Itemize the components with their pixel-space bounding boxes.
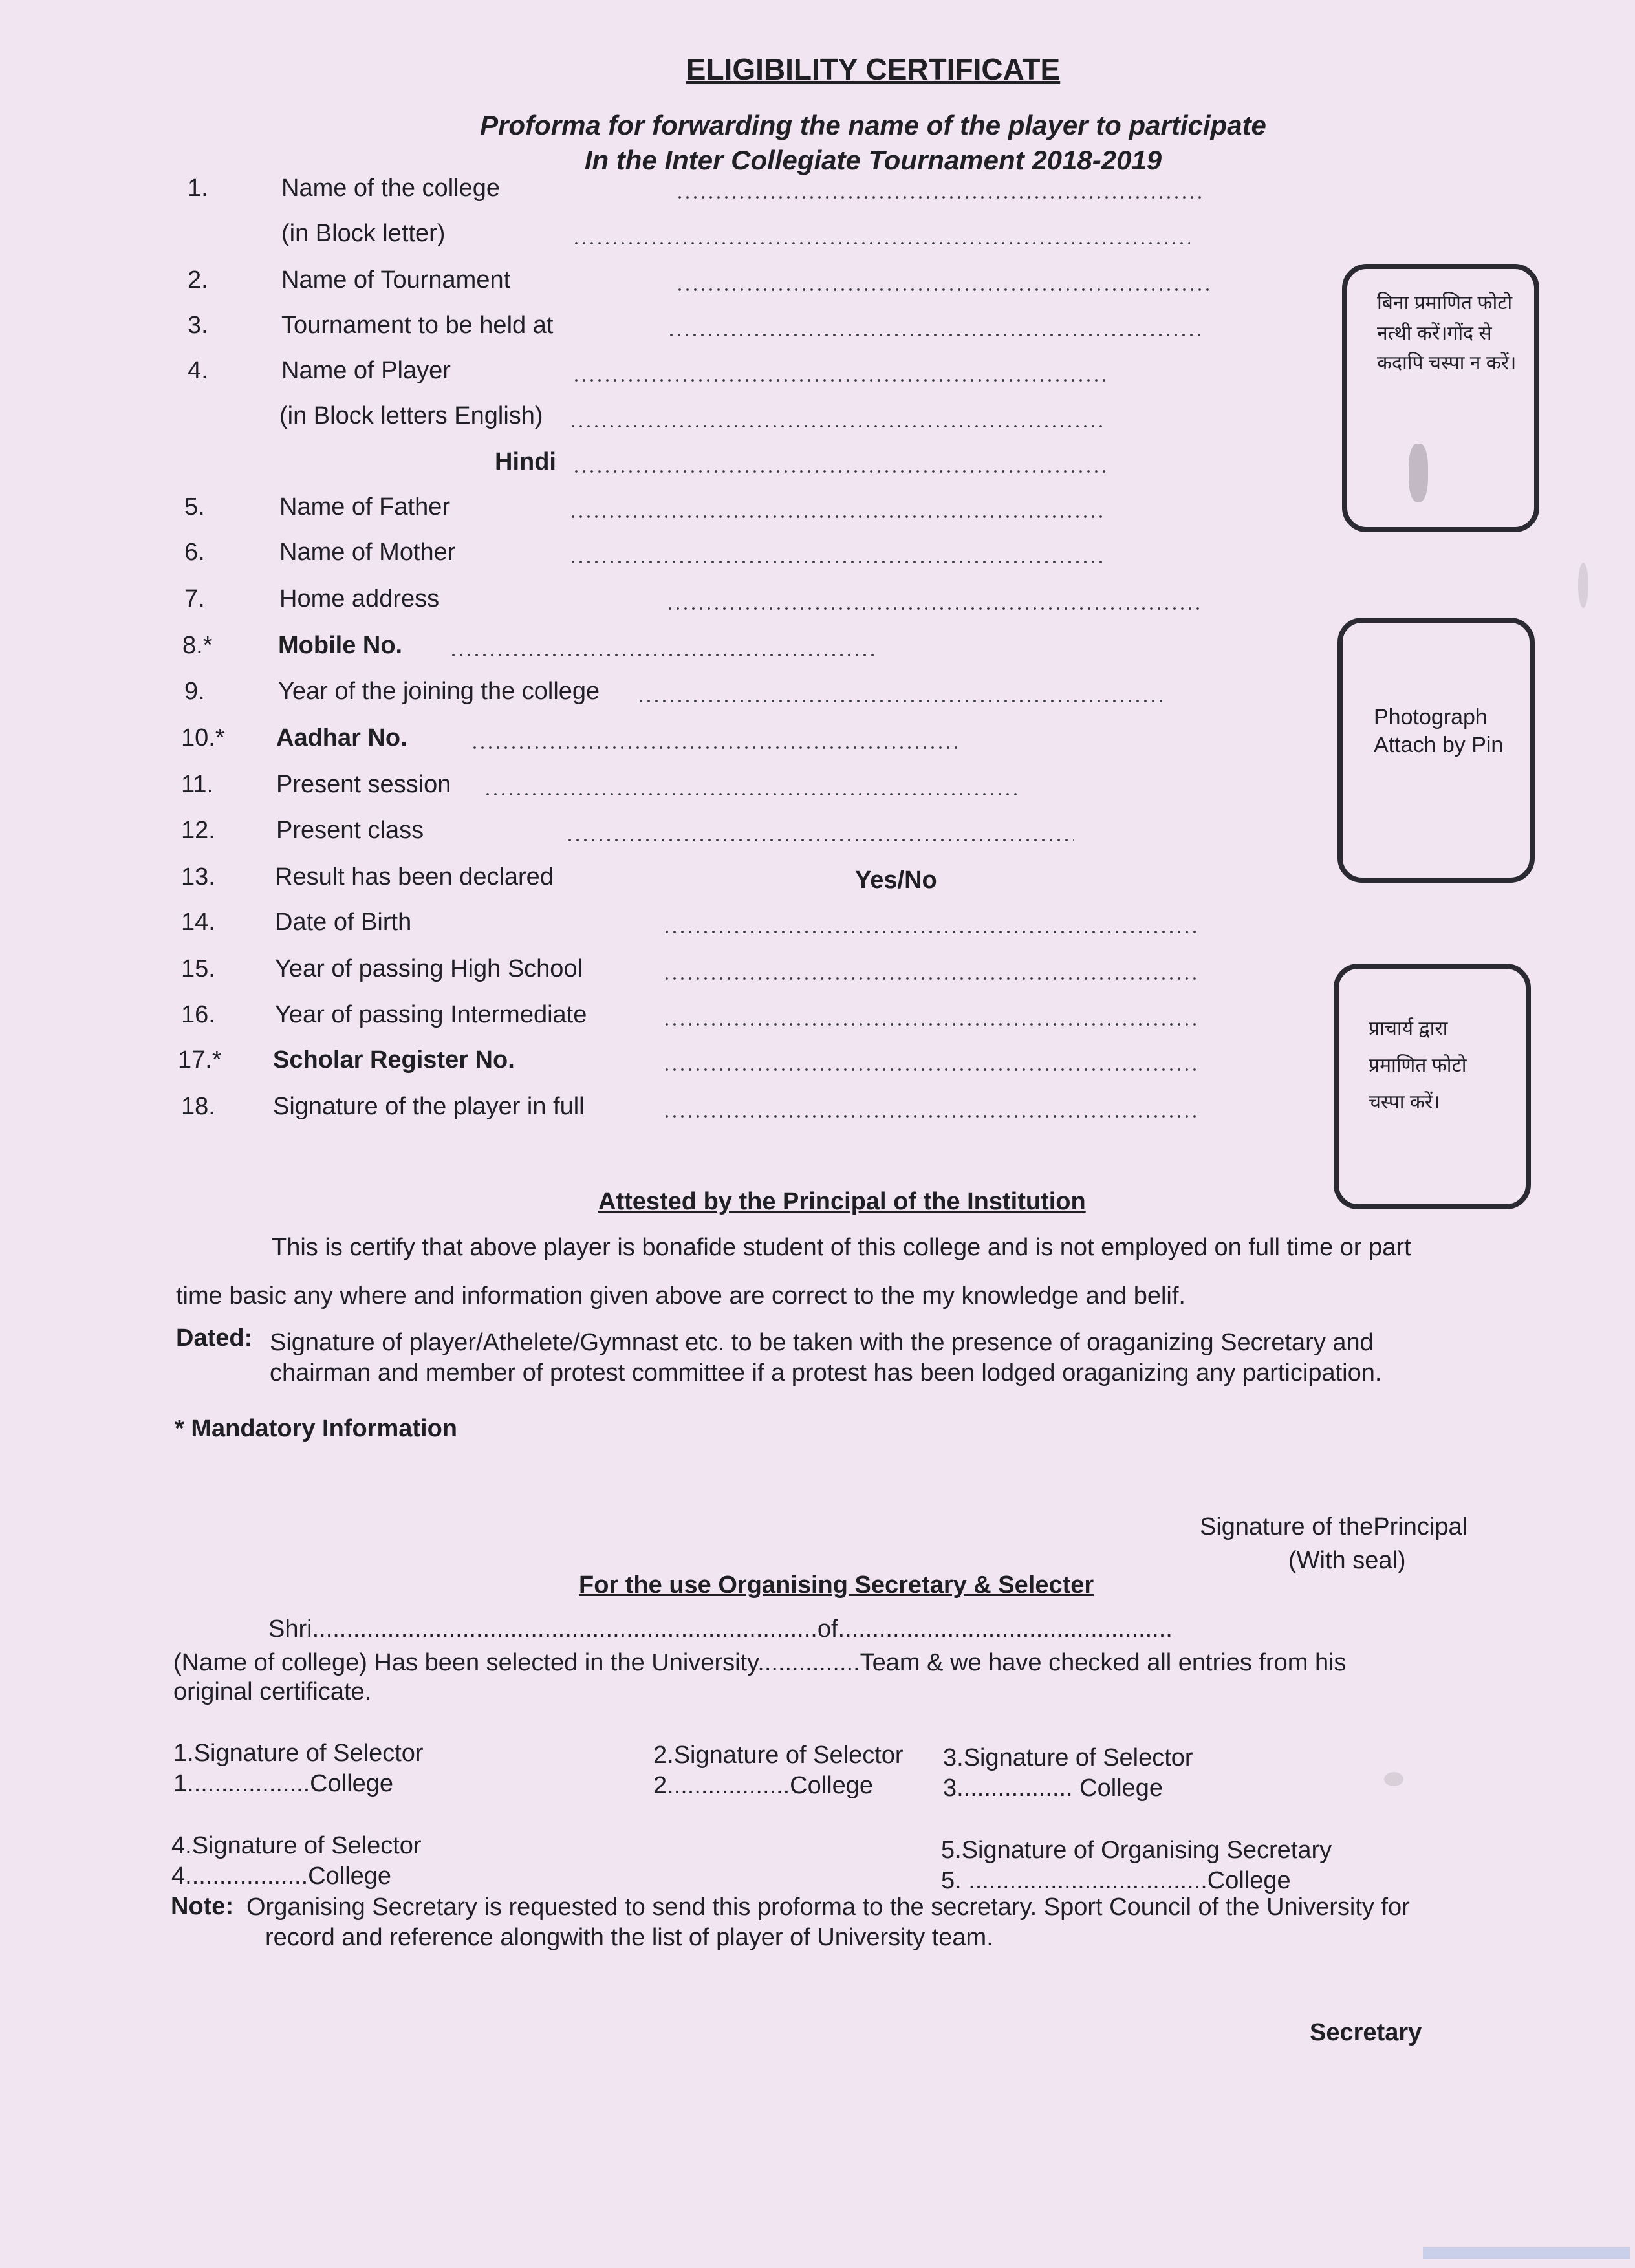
- field-label: (in Block letters English): [279, 402, 543, 429]
- attestation-heading: Attested by the Principal of the Institution: [598, 1188, 1086, 1215]
- selector-2-label: 2.Signature of Selector: [653, 1742, 904, 1769]
- field-label: Name of Mother: [279, 539, 456, 566]
- field-label: Tournament to be held at: [281, 312, 554, 339]
- field-label: Present class: [276, 817, 424, 844]
- fill-line[interactable]: [569, 515, 1106, 519]
- college-line: (Name of college) Has been selected in the University...............Team & we have checked all entries from his: [173, 1649, 1347, 1676]
- fill-line[interactable]: [676, 195, 1203, 199]
- attestation-text: This is certify that above player is bonafide student of this college and is not employed on full time or part: [272, 1234, 1411, 1261]
- dated-text: chairman and member of protest committee if a protest has been lodged oraganizing any participation.: [270, 1359, 1382, 1387]
- selector-4-label: 4.Signature of Selector: [171, 1832, 422, 1859]
- fill-line[interactable]: [663, 1022, 1196, 1026]
- fill-line[interactable]: [663, 1068, 1196, 1072]
- photo-box-pin[interactable]: [1337, 618, 1535, 883]
- fill-line[interactable]: [484, 792, 1017, 796]
- scan-edge-mark: [1423, 2247, 1630, 2259]
- field-label: Name of Father: [279, 493, 450, 521]
- field-label: Name of Tournament: [281, 266, 511, 294]
- fill-line[interactable]: [566, 838, 1074, 842]
- field-label: Signature of the player in full: [273, 1093, 585, 1120]
- field-number: 3.: [188, 312, 208, 339]
- field-label: Name of the college: [281, 175, 500, 202]
- field-number: 13.: [181, 863, 215, 891]
- subtitle-line-2: In the Inter Collegiate Tournament 2018-2019: [584, 145, 1162, 175]
- field-label: Mobile No.: [278, 632, 403, 659]
- field-label: Name of Player: [281, 357, 451, 384]
- fill-line[interactable]: [663, 1114, 1196, 1118]
- field-number: 16.: [181, 1001, 215, 1028]
- photo-box-instruction: बिना प्रमाणित फोटो नत्थी करें।गोंद से कदापि चस्पा न करें।: [1377, 292, 1517, 374]
- selector-3-label: 3.Signature of Selector: [943, 1744, 1193, 1771]
- shri-line[interactable]: Shri..........................................................................of.................................................: [268, 1615, 1173, 1643]
- field-label: Year of passing High School: [275, 955, 583, 982]
- field-number: 10.*: [181, 724, 225, 751]
- subtitle-line-1: Proforma for forwarding the name of the player to participate: [480, 110, 1266, 140]
- glue-mark: [1409, 444, 1428, 502]
- field-label: Present session: [276, 771, 451, 798]
- field-label: Hindi: [495, 448, 556, 475]
- yes-no-option[interactable]: Yes/No: [855, 867, 937, 894]
- field-number: 9.: [184, 678, 205, 705]
- field-label: Scholar Register No.: [273, 1046, 515, 1074]
- attestation-text: time basic any where and information given above are correct to the my knowledge and belif.: [176, 1282, 1186, 1310]
- selector-3-college[interactable]: 3................. College: [943, 1775, 1164, 1802]
- photo-box-attested[interactable]: [1334, 964, 1531, 1209]
- field-label: (in Block letter): [281, 220, 446, 247]
- fill-line[interactable]: [569, 424, 1106, 428]
- fill-line[interactable]: [569, 560, 1106, 564]
- selector-5-college[interactable]: 5. ...................................College: [941, 1867, 1291, 1894]
- field-label: Date of Birth: [275, 909, 412, 936]
- fill-line[interactable]: [676, 288, 1209, 292]
- field-label: Year of the joining the college: [278, 678, 600, 705]
- certificate-line: original certificate.: [173, 1678, 372, 1705]
- field-number: 1.: [188, 175, 208, 202]
- photo-box-unattested[interactable]: [1342, 264, 1539, 532]
- photo-box-instruction: प्रमाणित फोटो: [1369, 1055, 1467, 1076]
- fill-line[interactable]: [667, 333, 1203, 337]
- selector-1-label: 1.Signature of Selector: [173, 1740, 424, 1767]
- selector-1-college[interactable]: 1..................College: [173, 1770, 394, 1797]
- fill-line[interactable]: [449, 653, 876, 657]
- selector-5-label: 5.Signature of Organising Secretary: [941, 1837, 1332, 1864]
- note-text: record and reference alongwith the list of player of University team.: [265, 1924, 993, 1951]
- fill-line[interactable]: [637, 699, 1164, 703]
- field-number: 11.: [181, 771, 214, 798]
- note-text: Organising Secretary is requested to send this proforma to the secretary. Sport Council of the University for: [246, 1894, 1410, 1921]
- fill-line[interactable]: [572, 470, 1106, 473]
- field-number: 6.: [184, 539, 205, 566]
- document-title: ELIGIBILITY CERTIFICATE: [686, 52, 1061, 86]
- field-number: 8.*: [182, 632, 213, 659]
- fill-line[interactable]: [572, 378, 1106, 382]
- field-label: Result has been declared: [275, 863, 554, 891]
- selector-4-college[interactable]: 4..................College: [171, 1863, 392, 1890]
- field-number: 5.: [184, 493, 205, 521]
- selector-2-college[interactable]: 2..................College: [653, 1772, 874, 1799]
- field-number: 15.: [181, 955, 215, 982]
- field-number: 14.: [181, 909, 215, 936]
- field-label: Aadhar No.: [276, 724, 407, 751]
- scan-mark: [1578, 563, 1588, 608]
- photo-box-instruction: चस्पा करें।: [1369, 1092, 1440, 1113]
- field-number: 7.: [184, 585, 205, 612]
- organiser-heading: For the use Organising Secretary & Selecter: [579, 1571, 1094, 1599]
- field-number: 18.: [181, 1093, 215, 1120]
- field-number: 12.: [181, 817, 215, 844]
- note-label: Note:: [171, 1893, 234, 1920]
- photo-box-instruction: प्राचार्य द्वारा: [1369, 1018, 1448, 1039]
- photo-box-instruction: Photograph Attach by Pin: [1374, 705, 1504, 757]
- fill-line[interactable]: [572, 241, 1190, 245]
- field-number: 2.: [188, 266, 208, 294]
- dated-label: Dated:: [176, 1324, 253, 1352]
- secretary-label: Secretary: [1310, 2019, 1422, 2046]
- mandatory-note: * Mandatory Information: [175, 1415, 458, 1442]
- field-label: Year of passing Intermediate: [275, 1001, 587, 1028]
- principal-signature-label: Signature of thePrincipal: [1200, 1513, 1468, 1540]
- fill-line[interactable]: [666, 607, 1200, 610]
- fill-line[interactable]: [663, 977, 1196, 980]
- principal-seal-label: (With seal): [1288, 1547, 1406, 1574]
- fill-line[interactable]: [471, 746, 957, 750]
- dated-text: Signature of player/Athelete/Gymnast etc. to be taken with the presence of oraganizing Secretary and: [270, 1329, 1374, 1356]
- field-label: Home address: [279, 585, 440, 612]
- field-number: 4.: [188, 357, 208, 384]
- field-number: 17.*: [178, 1046, 222, 1074]
- fill-line[interactable]: [663, 930, 1196, 934]
- scan-mark: [1384, 1772, 1403, 1786]
